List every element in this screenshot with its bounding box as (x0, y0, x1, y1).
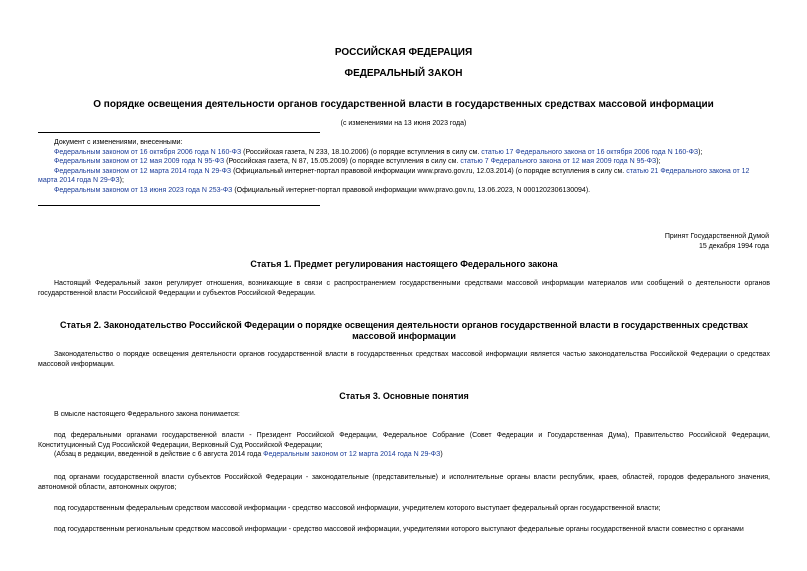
modification-item (38, 186, 770, 196)
article-1-body (38, 279, 770, 298)
modification-item (38, 148, 770, 158)
document-country: РОССИЙСКАЯ ФЕДЕРАЦИЯ (334, 47, 473, 58)
document-title: О порядке освещения деятельности органов государственной власти в государственных средствах массовой информации (93, 99, 714, 110)
document-edition: (с изменениями на 13 июня 2023 года) (340, 120, 467, 127)
article-3-body (38, 504, 770, 514)
modification-effect-link[interactable]: статью 17 Федерального закона от 16 октября 2006 года N 160-ФЗ (481, 148, 699, 156)
article-3-note (38, 450, 770, 460)
modification-link[interactable]: Федеральным законом от 12 марта 2014 года N 29-ФЗ (54, 167, 232, 175)
modification-link[interactable]: Федеральным законом от 12 мая 2009 года N 95-ФЗ (54, 158, 225, 165)
modification-text: ); (119, 177, 124, 184)
modification-link[interactable]: Федеральным законом от 16 октября 2006 года N 160-ФЗ (54, 148, 242, 156)
accepted-date: 15 декабря 1994 года (698, 242, 769, 250)
accepted-note (665, 232, 769, 251)
article-3-body (38, 473, 770, 492)
document-law-type: ФЕДЕРАЛЬНЫЙ ЗАКОН (344, 68, 463, 79)
modification-item (38, 167, 770, 186)
divider-bottom (38, 205, 320, 206)
article-2-body (38, 350, 770, 369)
article-3-paragraph: под государственным федеральным средством массовой информации - средство массовой информации, учредителем которого выступает федеральный орган государственной власти; (54, 505, 661, 512)
article-2-paragraph: Законодательство о порядке освещения деятельности органов государственной власти в государственных средствах массовой информации является частью законодательства Российской Федерации о средствах массовой информации. (38, 351, 770, 368)
note-text: (Абзац в редакции, введенной в действие с 6 августа 2014 года (54, 451, 264, 458)
article-3-body (38, 525, 770, 535)
article-3-title: Статья 3. Основные понятия (339, 391, 469, 401)
modification-effect-link[interactable]: статью 21 Федерального закона от 12 марта 2014 года N 29-ФЗ (38, 167, 750, 184)
accepted-by: Принят Государственной Думой (664, 233, 769, 240)
divider-top (38, 132, 320, 133)
modification-text: (Официальный интернет-портал правовой информации www.pravo.gov.ru, 13.06.2023, N 0001202306130094). (232, 186, 591, 194)
note-text: ) (440, 451, 443, 458)
modification-item (38, 157, 770, 167)
modification-text: ); (656, 158, 661, 165)
article-3-paragraph: В смысле настоящего Федерального закона понимается: (54, 411, 240, 418)
article-1-title: Статья 1. Предмет регулирования настоящего Федерального закона (250, 259, 558, 269)
article-1-paragraph: Настоящий Федеральный закон регулирует отношения, возникающие в связи с распространением государственными средствами массовой информации материалов или сообщений о деятельности органов государственной власти Российской Федерации и субъектов Российской Федерации. (38, 280, 770, 297)
modification-text: (Российская газета, N 87, 15.05.2009) (о порядке вступления в силу см. (224, 158, 461, 165)
article-3-body (38, 431, 770, 460)
article-3-paragraph: под государственным региональным средством массовой информации - средство массовой информации, учредителями которого выступают федеральные органы государственной власти совместно с органами (54, 526, 744, 533)
note-link[interactable]: Федеральным законом от 12 марта 2014 года N 29-ФЗ (263, 451, 441, 458)
article-2-title: Статья 2. Законодательство Российской Федерации о порядке освещения деятельности органов государственной власти в государственных средствах массовой информации (59, 320, 749, 341)
modification-link[interactable]: Федеральным законом от 13 июня 2023 года N 253-ФЗ (54, 186, 233, 194)
modifications-intro: Документ с изменениями, внесенными: (54, 139, 183, 146)
modification-text: ); (698, 148, 703, 156)
article-3-paragraph: под федеральными органами государственной власти - Президент Российской Федерации, Федеральное Собрание (Совет Федерации и Государственная Дума), Правительство Российской Федерации, Конституционный Суд Российской Федерации, Верховный Суд Российской Федерации; (38, 432, 770, 449)
article-3-paragraph: под органами государственной власти субъектов Российской Федерации - законодательные (представительные) и исполнительные органы власти республик, краев, областей, городов федерального значения, автономной области, автономных округов; (38, 474, 770, 491)
modification-text: (Официальный интернет-портал правовой информации www.pravo.gov.ru, 12.03.2014) (о порядке вступления в силу см. (231, 167, 627, 175)
article-3-body (38, 410, 770, 420)
modification-effect-link[interactable]: статью 7 Федерального закона от 12 мая 2009 года N 95-ФЗ (460, 158, 657, 165)
modifications-block (38, 138, 770, 195)
modification-text: (Российская газета, N 233, 18.10.2006) (о порядке вступления в силу см. (241, 148, 482, 156)
